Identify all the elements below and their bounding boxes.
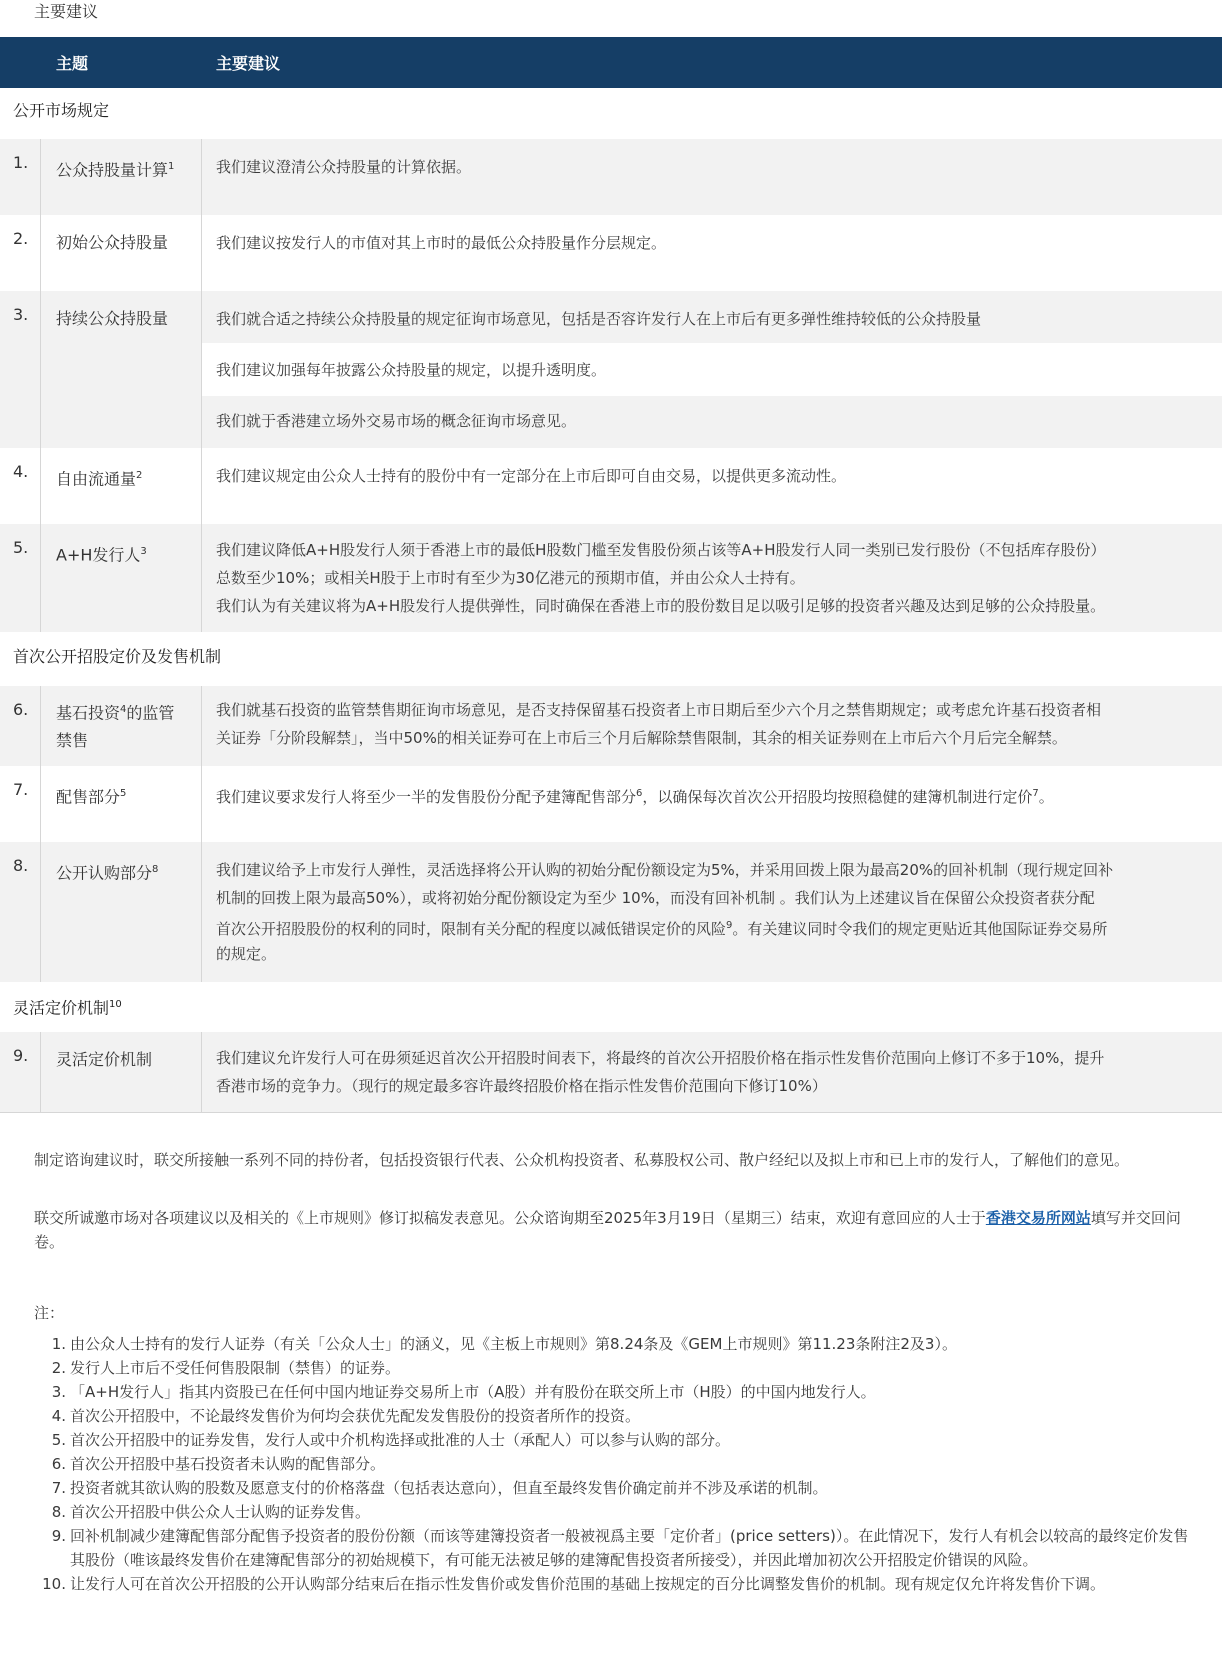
- section-title: 灵活定价机制$^{10}$: [13, 998, 122, 1018]
- row-number: 8.: [13, 856, 29, 875]
- row-text: 我们认为有关建议将为A+H股发行人提供弹性，同时确保在香港上市的股份数目足以吸引足够的投资者兴趣及达到足够的公众持股量。: [216, 597, 1106, 615]
- row-text: 我们建议允许发行人可在毋须延迟首次公开招股时间表下，将最终的首次公开招股价格在指示性发售价范围向上修订不多于10%，提升: [216, 1049, 1105, 1067]
- row-topic: 灵活定价机制: [56, 1050, 153, 1069]
- row-text: 我们建议加强每年披露公众持股量的规定，以提升透明度。: [216, 361, 607, 379]
- row-text: 首次公开招股股份的权利的同时，限制有关分配的程度以减低错误定价的风险$^9$。有关建议同时令我们的规定更贴近其他国际证券交易所: [216, 920, 1108, 938]
- section-title: 公开市场规定: [13, 101, 110, 120]
- note-item: 5. 首次公开招股中的证券发售，发行人或中介机构选择或批准的人士（承配人）可以参与认购的部分。: [51, 1431, 731, 1449]
- table-row: [0, 766, 1222, 842]
- row-number: 5.: [13, 538, 29, 557]
- note-item: 6. 首次公开招股中基石投资者未认购的配售部分。: [51, 1455, 386, 1473]
- row-text: 的规定。: [216, 945, 277, 963]
- row-topic: 公开认购部分$^8$: [56, 863, 159, 883]
- row-text: 我们就基石投资的监管禁售期征询市场意见，是否支持保留基石投资者上市日期后至少六个月之禁售期规定；或考虑允许基石投资者相: [216, 701, 1102, 719]
- table-row: [0, 291, 1222, 448]
- row-text: 香港市场的竞争力。（现行的规定最多容许最终招股价格在指示性发售价范围向下修订10%）: [216, 1077, 827, 1095]
- row-text: 我们建议澄清公众持股量的计算依据。: [216, 158, 472, 176]
- table-row: [0, 686, 1222, 766]
- row-topic: 基石投资$^4$的监管 禁售: [56, 703, 175, 751]
- note-item: 10. 让发行人可在首次公开招股的公开认购部分结束后在指示性发售价或发售价范围的基础上按规定的百分比调整发售价的机制。现有规定仅允许将发售价下调。: [42, 1575, 1106, 1593]
- header-topic: 主题: [56, 54, 89, 73]
- table-row: [0, 139, 1222, 215]
- row-text: 我们就合适之持续公众持股量的规定征询市场意见，包括是否容许发行人在上市后有更多弹性维持较低的公众持股量: [216, 310, 982, 328]
- table-row: [0, 215, 1222, 291]
- row-number: 6.: [13, 700, 29, 719]
- row-text: 关证券「分阶段解禁」，当中50%的相关证券可在上市后三个月后解除禁售限制，其余的相关证券则在上市后六个月后完全解禁。: [216, 729, 1067, 747]
- row-number: 2.: [13, 229, 29, 248]
- table-row: [0, 1032, 1222, 1112]
- paragraph: 联交所诚邀市场对各项建议以及相关的《上市规则》修订拟稿发表意见。公众谘询期至2025年3月19日（星期三）结束，欢迎有意回应的人士于香港交易所网站填写并交回问卷。: [34, 1209, 1181, 1251]
- note-item: 2. 发行人上市后不受任何售股限制（禁售）的证券。: [51, 1359, 401, 1377]
- header-recommendation: 主要建议: [216, 54, 281, 73]
- note-item: 4. 首次公开招股中，不论最终发售价为何均会获优先配发发售股份的投资者所作的投资。: [51, 1407, 641, 1425]
- notes-title: 注：: [34, 1304, 65, 1322]
- section-title: 首次公开招股定价及发售机制: [13, 647, 222, 666]
- row-text: 我们建议降低A+H股发行人须于香港上市的最低H股数门槛至发售股份须占该等A+H股发行人同一类别已发行股份（不包括库存股份）: [216, 541, 1106, 559]
- row-text: 我们建议给予上市发行人弹性，灵活选择将公开认购的初始分配份额设定为5%，并采用回拨上限为最高20%的回补机制（现行规定回补: [216, 861, 1114, 879]
- row-topic: A+H发行人$^3$: [56, 545, 147, 565]
- page-title: 主要建议: [34, 2, 99, 21]
- table-row: [0, 448, 1222, 524]
- row-number: 4.: [13, 462, 29, 481]
- row-number: 1.: [13, 153, 29, 172]
- notes-list: [42, 1332, 1202, 1596]
- row-text: 我们建议规定由公众人士持有的股份中有一定部分在上市后即可自由交易，以提供更多流动性。: [216, 467, 847, 485]
- row-number: 7.: [13, 780, 29, 799]
- row-text: 我们就于香港建立场外交易市场的概念征询市场意见。: [216, 412, 577, 430]
- row-text: 机制的回拨上限为最高50%），或将初始分配份额设定为至少 10%，而没有回补机制 。我们认为上述建议旨在保留公众投资者获分配: [216, 889, 1095, 907]
- row-topic: 自由流通量$^2$: [56, 469, 143, 489]
- row-number: 9.: [13, 1046, 29, 1065]
- note-item: 8. 首次公开招股中供公众人士认购的证券发售。: [51, 1503, 371, 1521]
- table-row: [0, 524, 1222, 632]
- note-item: 9. 回补机制减少建簿配售部分配售予投资者的股份份额（而该等建簿投资者一般被视爲主要「定价者」(price setters)）。在此情况下，发行人有机会以较高的最终定价发售其股份（唯该最终发售价在建簿配售部分的初始规模下，有可能无法被足够的建簿配售投资者所接受），并因此增加初次公开招股定价错误的风险。: [51, 1527, 1189, 1569]
- row-text: 我们建议按发行人的市值对其上市时的最低公众持股量作分层规定。: [216, 234, 667, 252]
- note-item: 1. 由公众人士持有的发行人证券（有关「公众人士」的涵义，见《主板上市规则》第8.24条及《GEM上市规则》第11.23条附注2及3）。: [51, 1335, 957, 1353]
- table-row: [0, 842, 1222, 982]
- note-item: 7. 投资者就其欲认购的股数及愿意支付的价格落盘（包括表达意向），但直至最终发售价确定前并不涉及承诺的机制。: [51, 1479, 828, 1497]
- row-topic: 公众持股量计算$^1$: [56, 160, 175, 180]
- hkex-website-link[interactable]: 香港交易所网站: [985, 1209, 1091, 1227]
- paragraph: 制定谘询建议时，联交所接触一系列不同的持份者，包括投资银行代表、公众机构投资者、私募股权公司、散户经纪以及拟上市和已上市的发行人，了解他们的意见。: [34, 1151, 1130, 1169]
- row-topic: 初始公众持股量: [56, 233, 169, 252]
- row-topic: 配售部分$^5$: [56, 787, 127, 807]
- row-number: 3.: [13, 305, 29, 324]
- row-text: 总数至少10%；或相关H股于上市时有至少为30亿港元的预期市值，并由公众人士持有。: [216, 569, 805, 587]
- note-item: 3. 「A+H发行人」指其内资股已在任何中国内地证券交易所上市（A股）并有股份在联交所上市（H股）的中国内地发行人。: [51, 1383, 876, 1401]
- row-topic: 持续公众持股量: [56, 309, 169, 328]
- table-header: [0, 37, 1222, 88]
- row-text: 我们建议要求发行人将至少一半的发售股份分配予建簿配售部分$^6$，以确保每次首次公开招股均按照稳健的建簿机制进行定价$^7$。: [216, 788, 1054, 806]
